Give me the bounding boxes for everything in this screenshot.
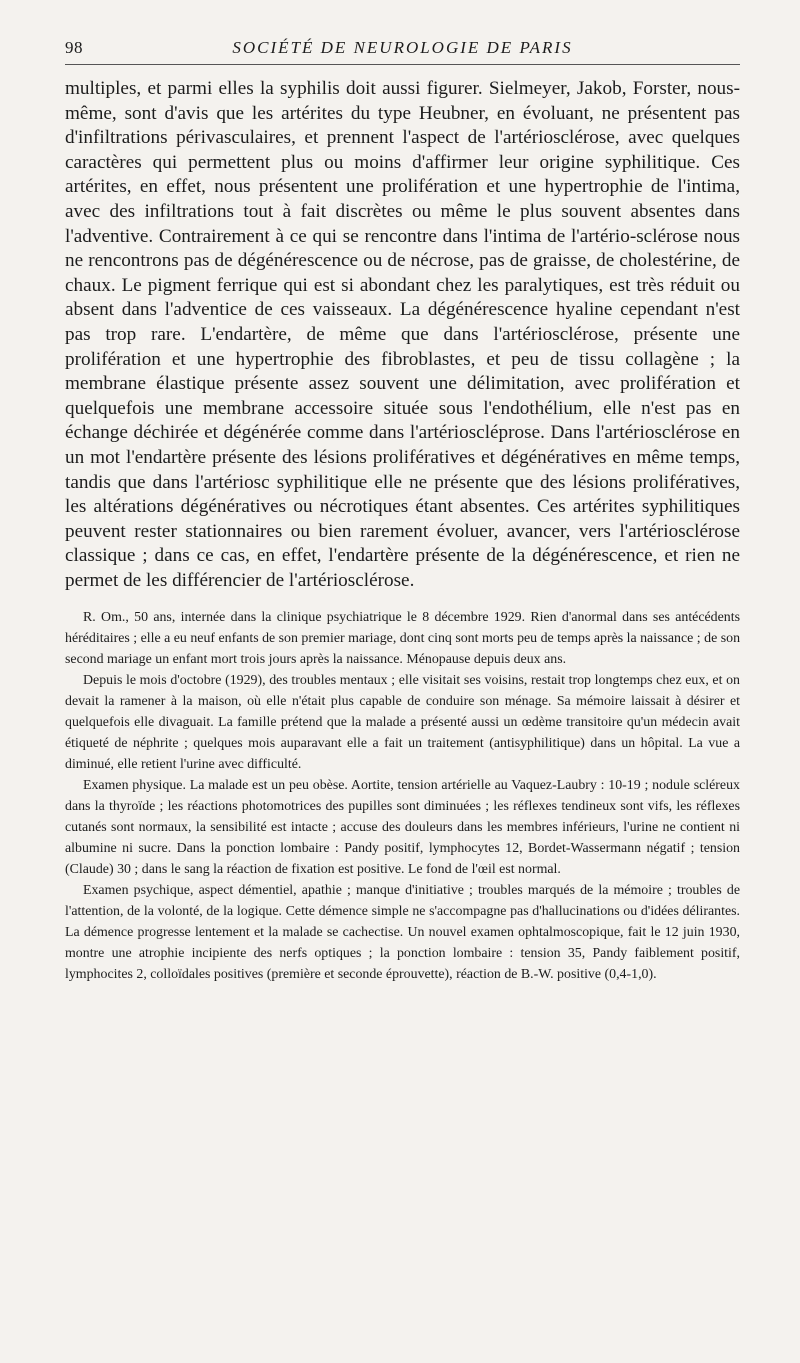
page-number: 98 [65,38,83,57]
page-header [65,34,740,65]
case-paragraph-onset: Depuis le mois d'octobre (1929), des troubles mentaux ; elle visitait ses voisins, restait trop longtemps chez eux, et on devait la ramener à la maison, où elle n'était plus capable de conduire son ménage. Sa mémoire laissait à désirer et quelquefois elle divaguait. La famille prétend que la malade a présenté aussi un œdème transitoire qu'un médecin avait étiqueté de néphrite ; quelques mois auparavant elle a fait un traitement (antisyphilitique) dans un hôpital. La vue a diminué, elle retient l'urine avec difficulté. [65,673,740,773]
case-paragraph-psychic-exam: Examen psychique, aspect démentiel, apathie ; manque d'initiative ; troubles marqués de la mémoire ; troubles de l'attention, de la volonté, de la logique. Cette démence simple ne s'accompagne pas d'hallucinations ou d'idées délirantes. La démence progresse lentement et la malade se cachectise. Un nouvel examen ophtalmoscopique, fait le 12 juin 1930, montre une atrophie incipiente des nerfs optiques ; la ponction lombaire : tension 35, Pandy faiblement positif, lymphocites 2, colloïdales positives (première et seconde éprouvette), réaction de B.-W. positive (0,4-1,0). [65,883,740,983]
main-paragraph: multiples, et parmi elles la syphilis doit aussi figurer. Sielmeyer, Jakob, Forster, nous-même, sont d'avis que les artérites du type Heubner, en évoluant, ne présentent pas d'infiltrations périvasculaires, et prennent l'aspect de l'artériosclérose, avec quelques caractères qui permettent plus ou moins d'affirmer leur origine syphilitique. Ces artérites, en effet, nous présentent une prolifération et une hypertrophie de l'intima, avec des infiltrations tout à fait discrètes ou même le plus souvent absentes dans l'adventive. Contrairement à ce qui se rencontre dans l'intima de l'artério-sclérose nous ne rencontrons pas de dégénérescence ou de nécrose, pas de graisse, de cholestérine, de chaux. Le pigment ferrique qui est si abondant chez les paralytiques, est très réduit ou absent dans l'adventice de ces vaisseaux. La dégénérescence hyaline cependant n'est pas trop rare. L'endartère, de même que dans l'artériosclérose, présente une prolifération et une hypertrophie des fibroblastes, et peu de tissu collagène ; la membrane élastique présente assez souvent une délimitation, avec prolifération et quelquefois une membrane accessoire située sous l'endothélium, elle n'est pas en échange déchirée et dégénérée comme dans l'artérioscléprose. Dans l'artériosclérose en un mot l'endartère présente des lésions prolifératives et dégénératives en même temps, tandis que dans l'artériosc syphilitique elle ne présente que des lésions prolifératives, les altérations dégénératives ou nécrotiques étant absentes. Ces artérites syphilitiques peuvent rester stationnaires ou bien rarement évoluer, avancer, vers l'artériosclérose classique ; dans ce cas, en effet, l'endartère présente de la dégénérescence, et rien ne permet de les différencier de l'artériosclérose. [65,78,740,591]
case-paragraph-history: R. Om., 50 ans, internée dans la clinique psychiatrique le 8 décembre 1929. Rien d'anormal dans ses antécédents héréditaires ; elle a eu neuf enfants de son premier mariage, dont cinq sont morts peu de temps après la naissance ; de son second mariage un enfant mort trois jours après la naissance. Ménopause depuis deux ans. [65,610,741,668]
case-report [65,607,740,985]
case-paragraph-physical-exam: Examen physique. La malade est un peu obèse. Aortite, tension artérielle au Vaquez-Laubry : 10-19 ; nodule scléreux dans la thyroïde ; les réactions photomotrices des pupilles sont diminuées ; les réflexes tendineux sont vifs, les réflexes cutanés sont normaux, la sensibilité est intacte ; accuse des douleurs dans les membres inférieurs, l'urine ne contient ni albumine ni sucre. Dans la ponction lombaire : Pandy positif, lymphocytes 12, Bordet-Wassermann négatif ; tension (Claude) 30 ; dans le sang la réaction de fixation est positive. Le fond de l'œil est normal. [65,778,740,878]
running-head: SOCIÉTÉ DE NEUROLOGIE DE PARIS [232,38,573,57]
